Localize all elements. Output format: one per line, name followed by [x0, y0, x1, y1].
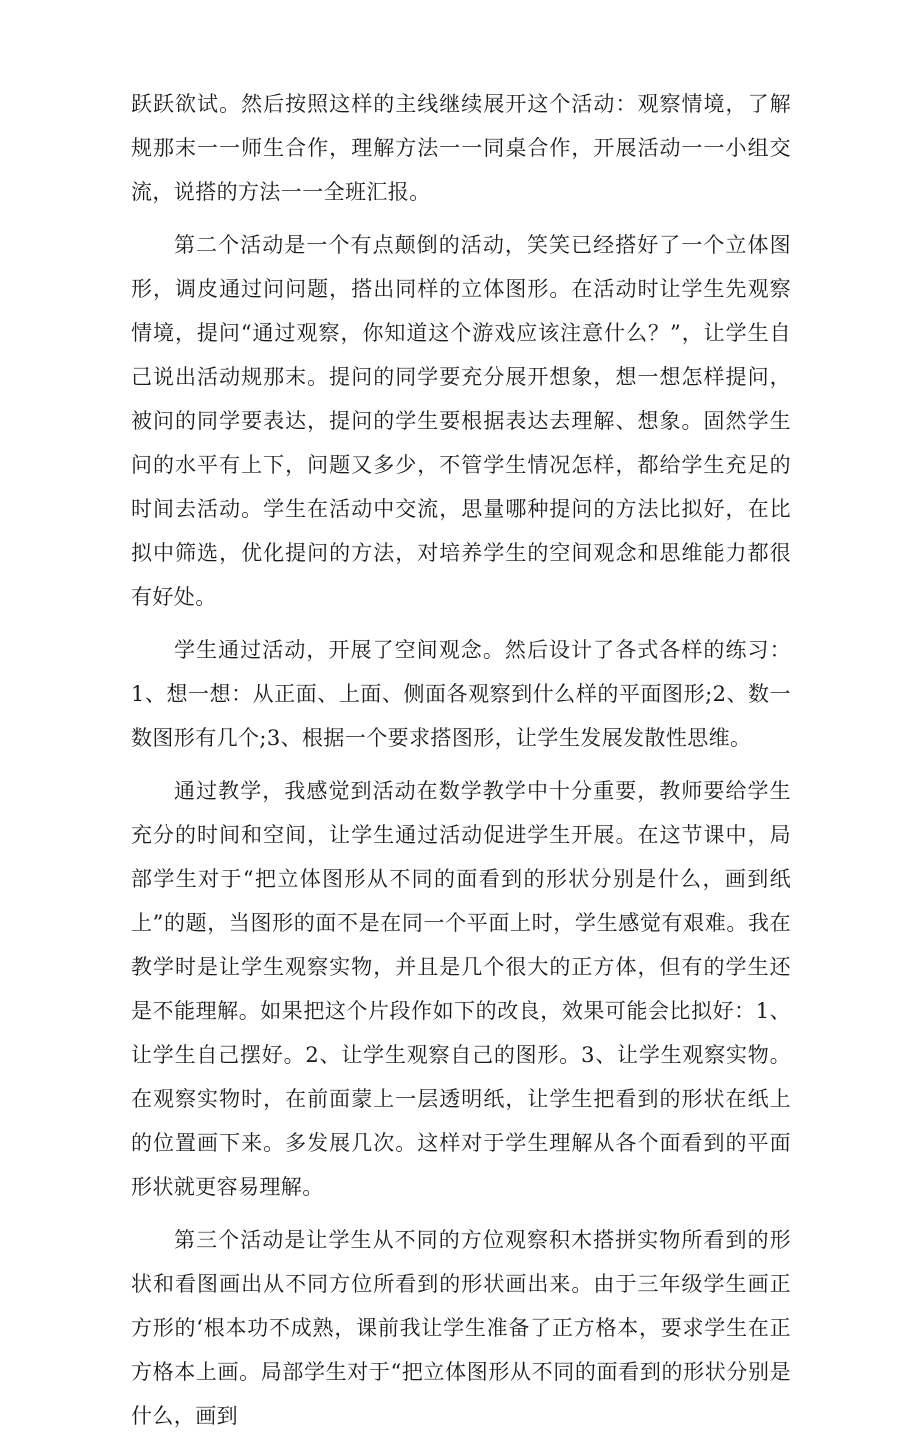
paragraph-3: 学生通过活动，开展了空间观念。然后设计了各式各样的练习：1、想一想：从正面、上面、侧面各观察到什么样的平面图形;2、数一数图形有几个;3、根据一个要求搭图形，让学生发展发散性思维。	[131, 638, 791, 750]
document-body	[131, 82, 791, 1438]
paragraph-1: 跃跃欲试。然后按照这样的主线继续展开这个活动：观察情境，了解规那末一一师生合作，理解方法一一同桌合作，开展活动一一小组交流，说搭的方法一一全班汇报。	[131, 92, 791, 204]
paragraph-4: 通过教学，我感觉到活动在数学教学中十分重要，教师要给学生充分的时间和空间，让学生通过活动促进学生开展。在这节课中，局部学生对于“把立体图形从不同的面看到的形状分别是什么，画到纸上”的题，当图形的面不是在同一个平面上时，学生感觉有艰难。我在教学时是让学生观察实物，并且是几个很大的正方体，但有的学生还是不能理解。如果把这个片段作如下的改良，效果可能会比拟好：1、让学生自己摆好。2、让学生观察自己的图形。3、让学生观察实物。在观察实物时，在前面蒙上一层透明纸，让学生把看到的形状在纸上的位置画下来。多发展几次。这样对于学生理解从各个面看到的平面形状就更容易理解。	[131, 779, 791, 1199]
paragraph-2: 第二个活动是一个有点颠倒的活动，笑笑已经搭好了一个立体图形，调皮通过问问题，搭出同样的立体图形。在活动时让学生先观察情境，提问“通过观察，你知道这个游戏应该注意什么？”，让学生自己说出活动规那末。提问的同学要充分展开想象，想一想怎样提问，被问的同学要表达，提问的学生要根据表达去理解、想象。固然学生问的水平有上下，问题又多少，不管学生情况怎样，都给学生充足的时间去活动。学生在活动中交流，思量哪种提问的方法比拟好，在比拟中筛选，优化提问的方法，对培养学生的空间观念和思维能力都很有好处。	[131, 233, 791, 609]
paragraph-5: 第三个活动是让学生从不同的方位观察积木搭拼实物所看到的形状和看图画出从不同方位所看到的形状画出来。由于三年级学生画正方形的‘根本功不成熟，课前我让学生准备了正方格本，要求学生在正方格本上画。局部学生对于“把立体图形从不同的面看到的形状分别是什么，画到	[131, 1228, 791, 1428]
